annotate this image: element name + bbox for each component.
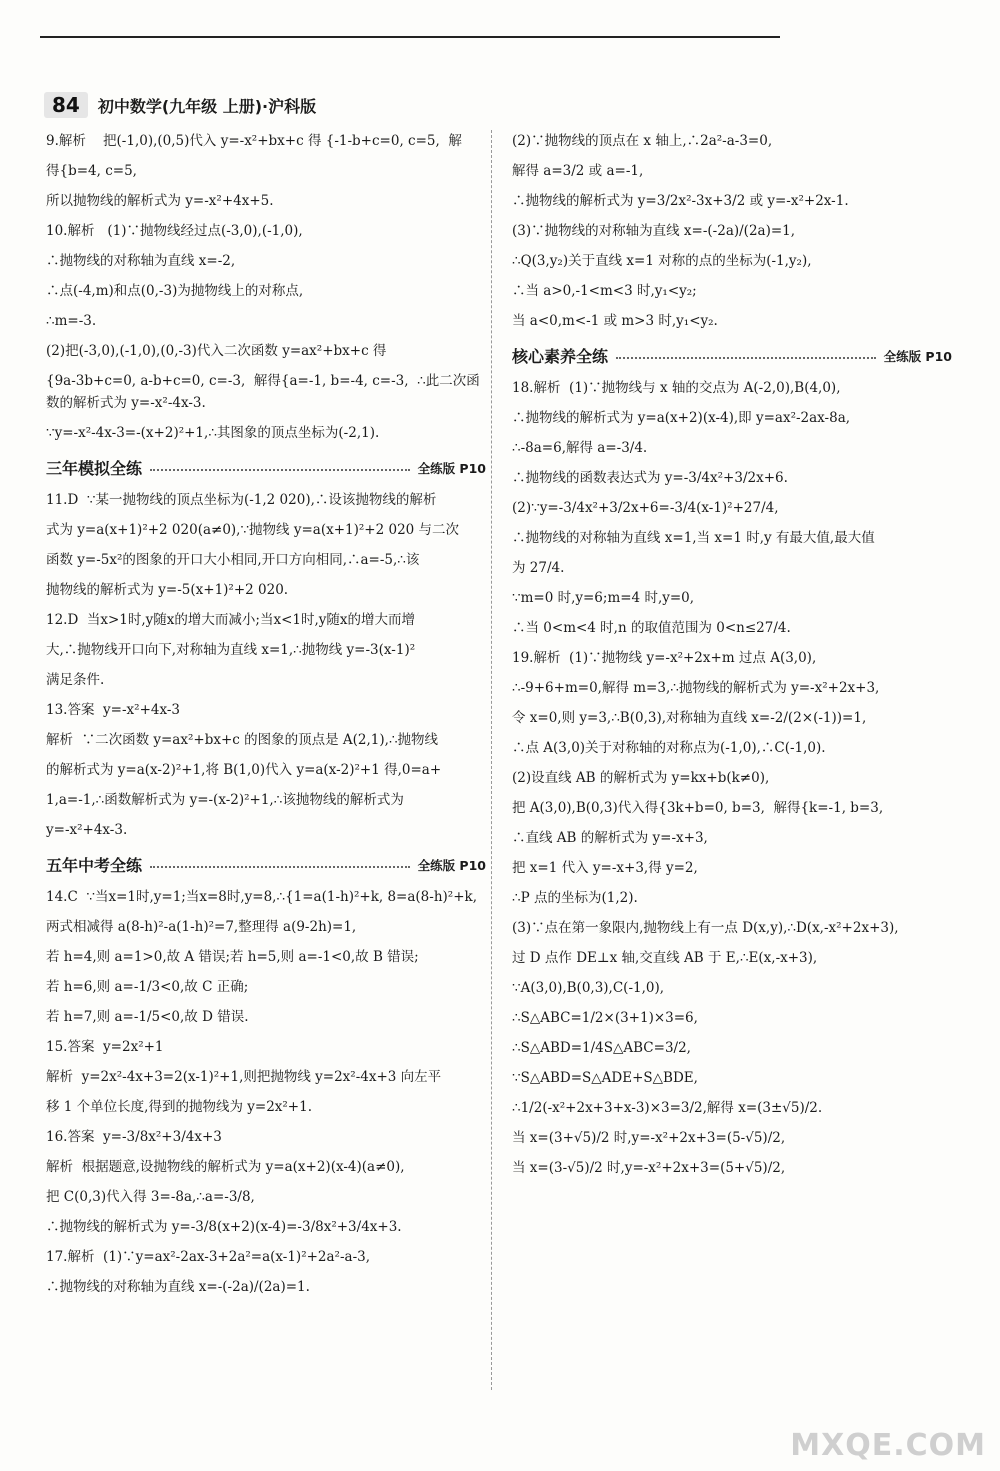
text-line: 1,a=-1,∴函数解析式为 y=-(x-2)²+1,∴该抛物线的解析式为	[46, 792, 404, 808]
text-line: ∴抛物线的解析式为 y=3/2x²-3x+3/2 或 y=-x²+2x-1.	[512, 193, 849, 209]
text-line: 过 D 点作 DE⊥x 轴,交直线 AB 于 E,∴E(x,-x+3),	[512, 950, 818, 966]
dotted-leader	[616, 357, 876, 359]
text-line: ∵A(3,0),B(0,3),C(-1,0),	[512, 980, 665, 996]
text-line: ∴点(-4,m)和点(0,-3)为抛物线上的对称点,	[46, 283, 304, 299]
text-line: ∴1/2(-x²+2x+3+x-3)×3=3/2,解得 x=(3±√5)/2.	[512, 1100, 823, 1116]
text-line: (2)∵y=-3/4x²+3/2x+6=-3/4(x-1)²+27/4,	[512, 500, 779, 516]
dotted-leader	[150, 866, 410, 868]
text-line: ∴抛物线的对称轴为直线 x=1,当 x=1 时,y 有最大值,最大值	[512, 530, 875, 546]
text-line: (2)设直线 AB 的解析式为 y=kx+b(k≠0),	[512, 770, 770, 786]
section-title: 三年模拟全练	[46, 459, 143, 478]
text-line: 当 x=(3-√5)/2 时,y=-x²+2x+3=(5+√5)/2,	[512, 1160, 786, 1176]
top-rule	[40, 36, 780, 38]
text-line: 两式相减得 a(8-h)²-a(1-h)²=7,整理得 a(9-2h)=1,	[46, 919, 357, 935]
text-line: ∴-8a=6,解得 a=-3/4.	[512, 440, 648, 456]
text-line: (3)∵点在第一象限内,抛物线上有一点 D(x,y),∴D(x,-x²+2x+3),	[512, 920, 899, 936]
text-line: ∴抛物线的函数表达式为 y=-3/4x²+3/2x+6.	[512, 470, 788, 486]
page-header	[44, 92, 316, 118]
text-line: 满足条件.	[46, 672, 105, 688]
text-line: 解得 a=3/2 或 a=-1,	[512, 163, 644, 179]
section-ref: 全练版 P10	[417, 857, 486, 873]
section-ref: 全练版 P10	[883, 348, 952, 364]
text-line: ∴抛物线的对称轴为直线 x=-(-2a)/(2a)=1.	[46, 1279, 310, 1295]
section-hexin	[512, 344, 952, 367]
text-line: 13.答案 y=-x²+4x-3	[46, 702, 181, 718]
text-line: 把 C(0,3)代入得 3=-8a,∴a=-3/8,	[46, 1189, 255, 1205]
section-title: 五年中考全练	[46, 856, 143, 875]
book-title: 初中数学(九年级 上册)·沪科版	[97, 96, 317, 116]
right-column	[512, 130, 952, 1187]
text-line: 9.解析 把(-1,0),(0,5)代入 y=-x²+bx+c 得 {-1-b+c=0, c=5, 解	[46, 133, 462, 149]
text-line: 15.答案 y=2x²+1	[46, 1039, 164, 1055]
text-line: ∴直线 AB 的解析式为 y=-x+3,	[512, 830, 708, 846]
text-line: (2)∵抛物线的顶点在 x 轴上,∴2a²-a-3=0,	[512, 133, 773, 149]
text-line: {9a-3b+c=0, a-b+c=0, c=-3, 解得{a=-1, b=-4, c=-3, ∴此二次函数的解析式为 y=-x²-4x-3.	[46, 373, 480, 411]
text-line: ∴-9+6+m=0,解得 m=3,∴抛物线的解析式为 y=-x²+2x+3,	[512, 680, 880, 696]
page-number: 84	[44, 92, 88, 118]
text-line: ∴m=-3.	[46, 313, 97, 329]
text-line: 所以抛物线的解析式为 y=-x²+4x+5.	[46, 193, 274, 209]
text-line: 12.D 当x>1时,y随x的增大而减小;当x<1时,y随x的增大而增	[46, 612, 416, 628]
text-line: (3)∵抛物线的对称轴为直线 x=-(-2a)/(2a)=1,	[512, 223, 796, 239]
text-line: ∴P 点的坐标为(1,2).	[512, 890, 638, 906]
text-line: 为 27/4.	[512, 560, 565, 576]
text-line: 19.解析 (1)∵抛物线 y=-x²+2x+m 过点 A(3,0),	[512, 650, 817, 666]
left-block-1	[46, 130, 486, 444]
text-line: ∴S△ABC=1/2×(3+1)×3=6,	[512, 1010, 698, 1026]
section-sannian	[46, 456, 486, 479]
text-line: 函数 y=-5x²的图象的开口大小相同,开口方向相同,∴a=-5,∴该	[46, 552, 420, 568]
text-line: ∵S△ABD=S△ADE+S△BDE,	[512, 1070, 698, 1086]
text-line: 把 A(3,0),B(0,3)代入得{3k+b=0, b=3, 解得{k=-1, b=3,	[512, 800, 884, 816]
section-ref: 全练版 P10	[417, 460, 486, 476]
dotted-leader	[150, 469, 410, 471]
text-line: 18.解析 (1)∵抛物线与 x 轴的交点为 A(-2,0),B(4,0),	[512, 380, 841, 396]
text-line: ∴抛物线的解析式为 y=-3/8(x+2)(x-4)=-3/8x²+3/4x+3.	[46, 1219, 402, 1235]
text-line: ∴抛物线的解析式为 y=a(x+2)(x-4),即 y=ax²-2ax-8a,	[512, 410, 851, 426]
text-line: 当 x=(3+√5)/2 时,y=-x²+2x+3=(5-√5)/2,	[512, 1130, 786, 1146]
text-line: 令 x=0,则 y=3,∴B(0,3),对称轴为直线 x=-2/(2×(-1))=1,	[512, 710, 867, 726]
text-line: 若 h=6,则 a=-1/3<0,故 C 正确;	[46, 979, 249, 995]
text-line: 17.解析 (1)∵y=ax²-2ax-3+2a²=a(x-1)²+2a²-a-3,	[46, 1249, 371, 1265]
text-line: 解析 y=2x²-4x+3=2(x-1)²+1,则把抛物线 y=2x²-4x+3 向左平	[46, 1069, 442, 1085]
text-line: ∵m=0 时,y=6;m=4 时,y=0,	[512, 590, 695, 606]
text-line: 若 h=7,则 a=-1/5<0,故 D 错误.	[46, 1009, 249, 1025]
text-line: 11.D ∵某一抛物线的顶点坐标为(-1,2 020),∴设该抛物线的解析	[46, 492, 437, 508]
column-divider	[491, 130, 492, 1390]
text-line: 16.答案 y=-3/8x²+3/4x+3	[46, 1129, 222, 1145]
text-line: 解析 根据题意,设抛物线的解析式为 y=a(x+2)(x-4)(a≠0),	[46, 1159, 405, 1175]
right-block-1	[512, 130, 952, 332]
text-line: 10.解析 (1)∵抛物线经过点(-3,0),(-1,0),	[46, 223, 303, 239]
text-line: 的解析式为 y=a(x-2)²+1,将 B(1,0)代入 y=a(x-2)²+1 得,0=a+	[46, 762, 442, 778]
text-line: ∴Q(3,y₂)关于直线 x=1 对称的点的坐标为(-1,y₂),	[512, 253, 812, 269]
text-line: 把 x=1 代入 y=-x+3,得 y=2,	[512, 860, 698, 876]
text-line: ∴当 0<m<4 时,n 的取值范围为 0<n≤27/4.	[512, 620, 791, 636]
text-line: 解析 ∵二次函数 y=ax²+bx+c 的图象的顶点是 A(2,1),∴抛物线	[46, 732, 439, 748]
text-line: 大,∴抛物线开口向下,对称轴为直线 x=1,∴抛物线 y=-3(x-1)²	[46, 642, 416, 658]
text-line: ∵y=-x²-4x-3=-(x+2)²+1,∴其图象的顶点坐标为(-2,1).	[46, 425, 380, 441]
section-wunian	[46, 853, 486, 876]
right-block-2	[512, 377, 952, 1179]
text-line: 式为 y=a(x+1)²+2 020(a≠0),∵抛物线 y=a(x+1)²+2 020 与二次	[46, 522, 460, 538]
text-line: (2)把(-3,0),(-1,0),(0,-3)代入二次函数 y=ax²+bx+c 得	[46, 343, 387, 359]
text-line: 移 1 个单位长度,得到的抛物线为 y=2x²+1.	[46, 1099, 312, 1115]
text-line: 若 h=4,则 a=1>0,故 A 错误;若 h=5,则 a=-1<0,故 B 错误;	[46, 949, 419, 965]
left-block-3	[46, 886, 486, 1298]
text-line: ∴S△ABD=1/4S△ABC=3/2,	[512, 1040, 691, 1056]
text-line: 得{b=4, c=5,	[46, 163, 137, 179]
section-title: 核心素养全练	[512, 347, 609, 366]
text-line: 当 a<0,m<-1 或 m>3 时,y₁<y₂.	[512, 313, 718, 329]
text-line: 抛物线的解析式为 y=-5(x+1)²+2 020.	[46, 582, 289, 598]
text-line: ∴抛物线的对称轴为直线 x=-2,	[46, 253, 236, 269]
text-line: ∴点 A(3,0)关于对称轴的对称点为(-1,0),∴C(-1,0).	[512, 740, 826, 756]
text-line: y=-x²+4x-3.	[46, 822, 128, 838]
text-line: 14.C ∵当x=1时,y=1;当x=8时,y=8,∴{1=a(1-h)²+k, 8=a(8-h)²+k,	[46, 889, 477, 905]
text-line: ∴当 a>0,-1<m<3 时,y₁<y₂;	[512, 283, 697, 299]
left-column	[46, 130, 486, 1306]
left-block-2	[46, 489, 486, 841]
watermark: MXQE.COM	[790, 1428, 986, 1463]
